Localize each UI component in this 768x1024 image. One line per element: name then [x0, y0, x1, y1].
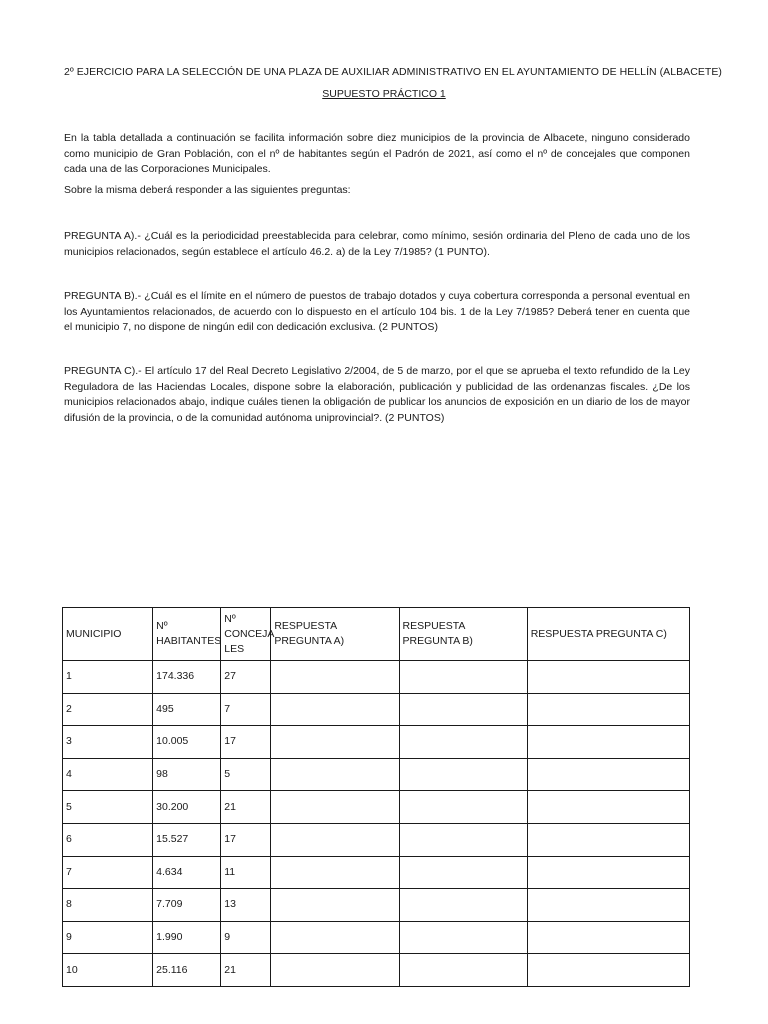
- cell-concejales: 13: [221, 889, 271, 922]
- header-habitantes-line2: HABITANTES: [156, 635, 222, 647]
- table-row: [63, 823, 690, 856]
- cell-habitantes: 25.116: [153, 954, 221, 987]
- table-row: [63, 954, 690, 987]
- cell-respuesta-b[interactable]: [399, 823, 527, 856]
- lead-paragraph: Sobre la misma deberá responder a las siguientes preguntas:: [64, 184, 351, 196]
- table-row: [63, 726, 690, 759]
- cell-habitantes: 495: [153, 693, 221, 726]
- cell-respuesta-c[interactable]: [527, 823, 689, 856]
- cell-respuesta-b[interactable]: [399, 693, 527, 726]
- table-row: [63, 693, 690, 726]
- cell-concejales: 11: [221, 856, 271, 889]
- cell-respuesta-b[interactable]: [399, 726, 527, 759]
- header-habitantes-line1: Nº: [156, 620, 168, 632]
- cell-concejales: 27: [221, 661, 271, 694]
- intro-paragraph: En la tabla detallada a continuación se facilita información sobre diez municipios de la provincia de Albacete, ninguno considerado como municipio de Gran Población, con el nº de habitantes según el Padrón de 2021, así como el nº de concejales que componen cada una de las Corporaciones Municipales.: [64, 132, 690, 176]
- cell-respuesta-c[interactable]: [527, 791, 689, 824]
- table-header-row: [63, 608, 690, 661]
- cell-municipio: 6: [63, 823, 153, 856]
- header-municipio: MUNICIPIO: [63, 608, 153, 661]
- cell-municipio: 10: [63, 954, 153, 987]
- cell-respuesta-b[interactable]: [399, 954, 527, 987]
- cell-respuesta-c[interactable]: [527, 693, 689, 726]
- cell-concejales: 5: [221, 758, 271, 791]
- municipios-table: [62, 607, 690, 987]
- table-row: [63, 921, 690, 954]
- subtitle-text: SUPUESTO PRÁCTICO 1: [322, 88, 446, 100]
- cell-respuesta-b[interactable]: [399, 889, 527, 922]
- cell-municipio: 5: [63, 791, 153, 824]
- header-concejales-line3: LES: [224, 642, 245, 655]
- cell-respuesta-b[interactable]: [399, 921, 527, 954]
- cell-concejales: 9: [221, 921, 271, 954]
- cell-respuesta-b[interactable]: [399, 758, 527, 791]
- question-b: PREGUNTA B).- ¿Cuál es el límite en el número de puestos de trabajo dotados y cuya cobertura corresponda a personal eventual en los Ayuntamientos relacionados, de acuerdo con lo dispuesto en el artículo 104 bis. 1 de la Ley 7/1985? Deberá tener en cuenta que el municipio 7, no dispone de ningún edil con dedicación exclusiva. (2 PUNTOS): [64, 290, 690, 334]
- cell-respuesta-c[interactable]: [527, 726, 689, 759]
- cell-habitantes: 7.709: [153, 889, 221, 922]
- cell-concejales: 21: [221, 791, 271, 824]
- cell-concejales: 7: [221, 693, 271, 726]
- document-subtitle: [0, 88, 768, 100]
- cell-respuesta-a[interactable]: [271, 661, 399, 694]
- cell-respuesta-c[interactable]: [527, 856, 689, 889]
- table-row: [63, 856, 690, 889]
- header-respuesta-b: RESPUESTA PREGUNTA B): [399, 608, 527, 661]
- cell-habitantes: 174.336: [153, 661, 221, 694]
- cell-respuesta-c[interactable]: [527, 661, 689, 694]
- cell-municipio: 7: [63, 856, 153, 889]
- cell-habitantes: 1.990: [153, 921, 221, 954]
- cell-respuesta-c[interactable]: [527, 889, 689, 922]
- cell-respuesta-b[interactable]: [399, 791, 527, 824]
- cell-concejales: 17: [221, 726, 271, 759]
- table-row: [63, 758, 690, 791]
- cell-habitantes: 10.005: [153, 726, 221, 759]
- cell-habitantes: 30.200: [153, 791, 221, 824]
- header-habitantes: [153, 608, 221, 661]
- cell-respuesta-a[interactable]: [271, 856, 399, 889]
- cell-respuesta-a[interactable]: [271, 726, 399, 759]
- cell-respuesta-a[interactable]: [271, 823, 399, 856]
- cell-municipio: 3: [63, 726, 153, 759]
- cell-concejales: 17: [221, 823, 271, 856]
- cell-respuesta-a[interactable]: [271, 758, 399, 791]
- cell-respuesta-c[interactable]: [527, 758, 689, 791]
- cell-municipio: 9: [63, 921, 153, 954]
- cell-respuesta-a[interactable]: [271, 791, 399, 824]
- question-c: PREGUNTA C).- El artículo 17 del Real Decreto Legislativo 2/2004, de 5 de marzo, por el que se aprueba el texto refundido de la Ley Reguladora de las Haciendas Locales, dispone sobre la elaboración, publicación y publicidad de las ordenanzas fiscales. ¿De los municipios relacionados abajo, indique cuáles tienen la obligación de publicar los anuncios de exposición en un diario de los de mayor difusión de la provincia, o de la comunidad autónoma uniprovincial?. (2 PUNTOS): [64, 365, 690, 424]
- cell-habitantes: 4.634: [153, 856, 221, 889]
- cell-respuesta-c[interactable]: [527, 921, 689, 954]
- header-concejales-line1: Nº: [224, 612, 236, 625]
- header-concejales: [221, 608, 275, 661]
- cell-respuesta-a[interactable]: [271, 889, 399, 922]
- header-respuesta-a: RESPUESTA PREGUNTA A): [271, 608, 399, 661]
- header-concejales-line2: CONCEJA: [224, 627, 275, 640]
- document-title: 2º EJERCICIO PARA LA SELECCIÓN DE UNA PLAZA DE AUXILIAR ADMINISTRATIVO EN EL AYUNTAMIENTO DE HELLÍN (ALBACETE): [64, 66, 722, 78]
- table-row: [63, 661, 690, 694]
- cell-respuesta-a[interactable]: [271, 954, 399, 987]
- header-respuesta-c: RESPUESTA PREGUNTA C): [527, 608, 689, 661]
- cell-municipio: 1: [63, 661, 153, 694]
- table-row: [63, 791, 690, 824]
- cell-respuesta-a[interactable]: [271, 921, 399, 954]
- cell-respuesta-b[interactable]: [399, 661, 527, 694]
- cell-respuesta-b[interactable]: [399, 856, 527, 889]
- table-row: [63, 889, 690, 922]
- cell-municipio: 4: [63, 758, 153, 791]
- cell-habitantes: 98: [153, 758, 221, 791]
- cell-respuesta-a[interactable]: [271, 693, 399, 726]
- cell-municipio: 8: [63, 889, 153, 922]
- cell-habitantes: 15.527: [153, 823, 221, 856]
- cell-concejales: 21: [221, 954, 271, 987]
- table-body: [63, 661, 690, 987]
- cell-respuesta-c[interactable]: [527, 954, 689, 987]
- question-a: PREGUNTA A).- ¿Cuál es la periodicidad preestablecida para celebrar, como mínimo, sesión ordinaria del Pleno de cada uno de los municipios relacionados, según establece el artículo 46.2. a) de la Ley 7/1985? (1 PUNTO).: [64, 230, 690, 258]
- cell-municipio: 2: [63, 693, 153, 726]
